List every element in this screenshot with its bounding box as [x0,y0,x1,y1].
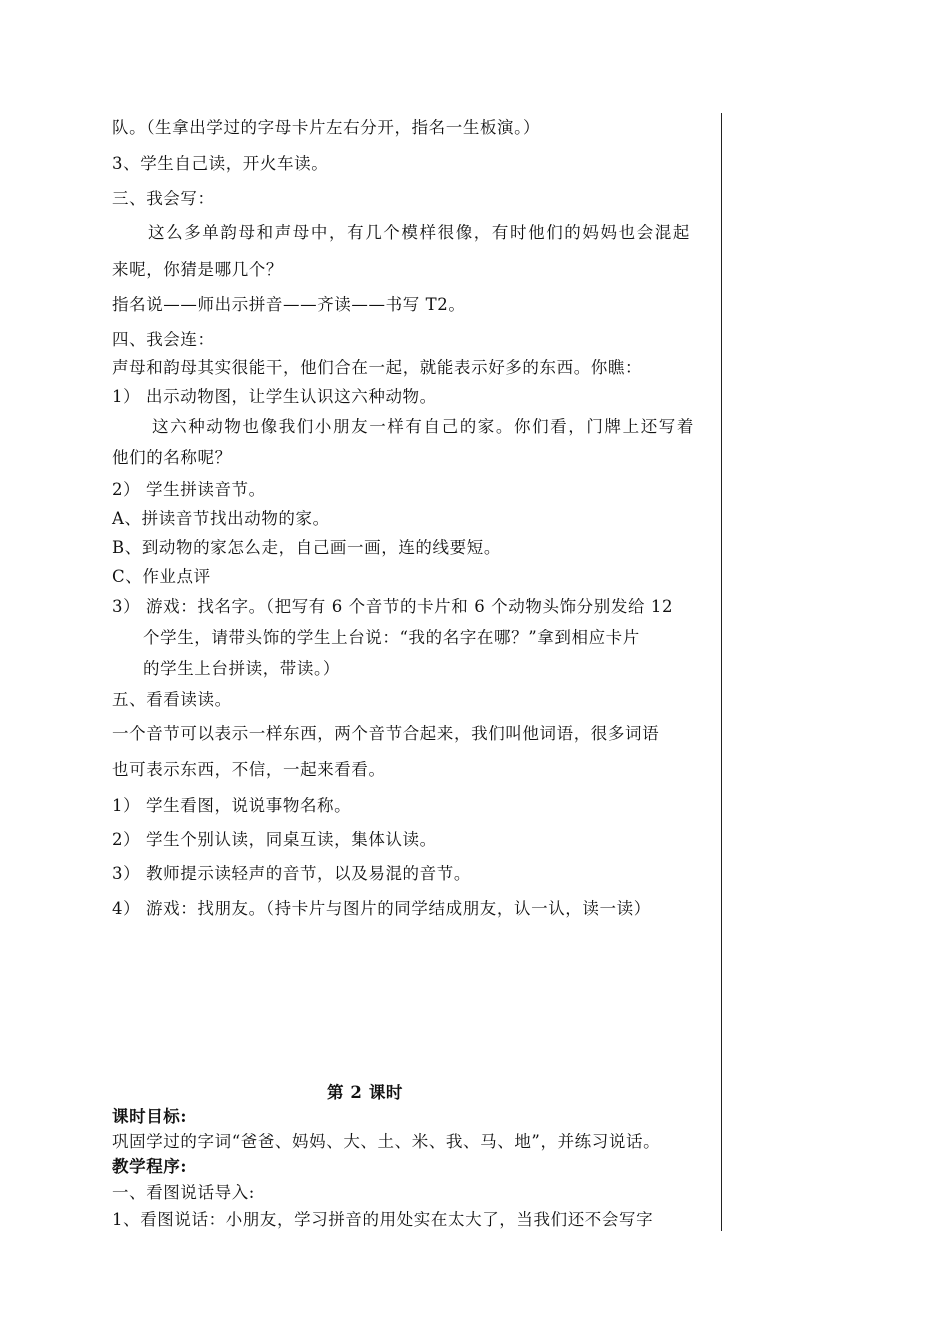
text-line: 的学生上台拼读，带读。） [143,659,340,678]
text-line: 个学生，请带头饰的学生上台说：“我的名字在哪？”拿到相应卡片 [143,628,640,647]
list-item: 3） 游戏：找名字。（把写有 6 个音节的卡片和 6 个动物头饰分别发给 12 [112,597,674,616]
step-heading: 一、看图说话导入: [112,1183,255,1202]
procedure-heading: 教学程序: [112,1157,188,1176]
section-heading: 三、我会写： [112,189,215,208]
lesson-title: 第 2 课时 [326,1083,404,1102]
goal-heading: 课时目标: [112,1107,188,1126]
text-line: 他们的名称呢？ [112,448,232,467]
text-line: 一个音节可以表示一样东西，两个音节合起来，我们叫他词语，很多词语 [112,724,660,743]
list-item: A、拼读音节找出动物的家。 [112,509,330,528]
text-line: 3、学生自己读，开火车读。 [112,154,329,173]
list-item: 4） 游戏：找朋友。（持卡片与图片的同学结成朋友，认一认，读一读） [112,899,651,918]
list-item: 2） 学生拼读音节。 [112,480,266,499]
list-item: 2） 学生个别认读，同桌互读，集体认读。 [112,830,437,849]
list-item: C、作业点评 [112,567,211,586]
section-heading: 五、看看读读。 [112,690,232,709]
list-item: 1） 学生看图，说说事物名称。 [112,796,352,815]
list-item: 3） 教师提示读轻声的音节，以及易混的音节。 [112,864,471,883]
text-line: 声母和韵母其实很能干，他们合在一起，就能表示好多的东西。你瞧： [112,358,643,377]
list-item: 1） 出示动物图，让学生认识这六种动物。 [112,387,437,406]
text-line: 指名说——师出示拼音——齐读——书写 T2。 [112,295,466,314]
text-line: 来呢，你猜是哪几个？ [112,260,283,279]
text-line: 这六种动物也像我们小朋友一样有自己的家。你们看，门牌上还写着 [152,417,695,436]
text-line: 1、看图说话：小朋友，学习拼音的用处实在太大了，当我们还不会写字 [112,1210,654,1229]
text-line: 也可表示东西，不信，一起来看看。 [112,760,386,779]
text-line: 这么多单韵母和声母中，有几个模样很像，有时他们的妈妈也会混起 [148,223,691,242]
section-heading: 四、我会连： [112,330,215,349]
goal-text: 巩固学过的字词“爸爸、妈妈、大、土、米、我、马、地”，并练习说话。 [112,1132,661,1151]
list-item: B、到动物的家怎么走，自己画一画，连的线要短。 [112,538,501,557]
page-right-border [721,113,722,1231]
text-line: 队。（生拿出学过的字母卡片左右分开，指名一生板演。） [112,118,541,137]
